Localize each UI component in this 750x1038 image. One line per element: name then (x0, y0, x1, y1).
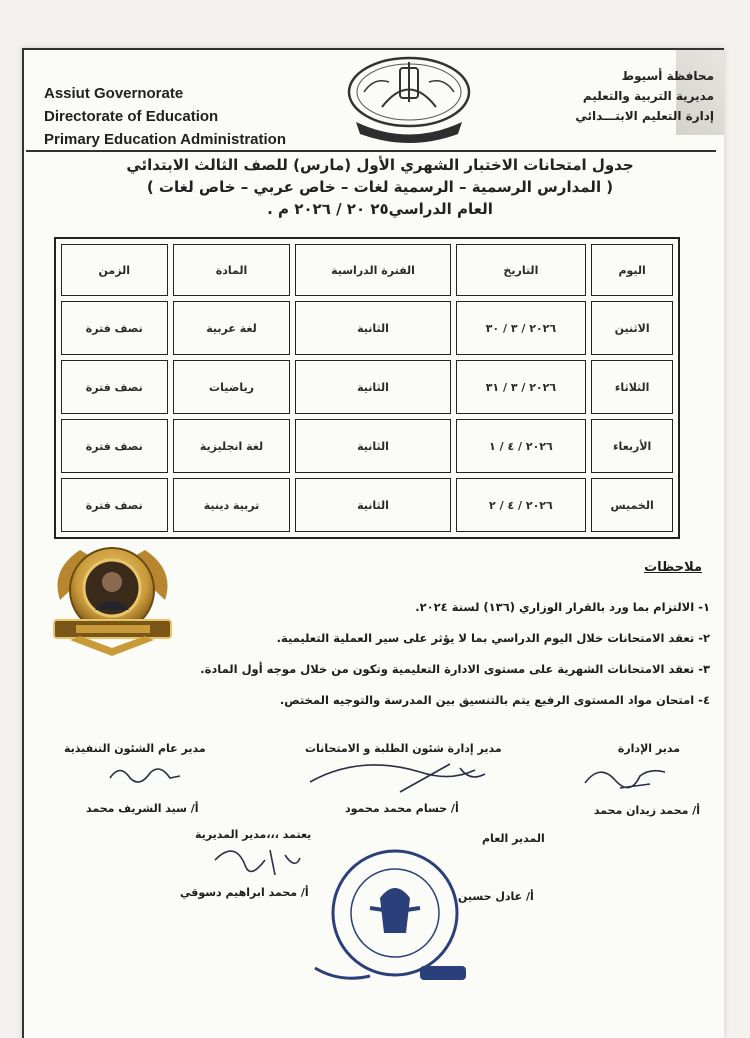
notes-heading: ملاحظات (644, 560, 702, 575)
arabic-header-line: مديرية التربية والتعليم (582, 89, 714, 103)
exam-schedule-table (54, 237, 680, 539)
title-line-2: ( المدارس الرسمية – الرسمية لغات – خاص عربي – خاص لغات ) (146, 178, 614, 196)
cell-day: الاثنين (591, 301, 673, 355)
cell-period: الثانية (295, 301, 450, 355)
exec-affairs-signature-icon (105, 758, 185, 792)
header-subject: المادة (173, 244, 291, 296)
arabic-header-line: محافظة أسيوط (621, 69, 714, 83)
table-header-row (61, 244, 673, 296)
title-line-1: جدول امتحانات الاختبار الشهري الأول (مارس) للصف الثالث الابتدائي (126, 156, 634, 174)
cell-duration: نصف فترة (61, 419, 168, 473)
signature-name-student-affairs: أ/ حسام محمد محمود (345, 802, 459, 815)
cell-date: ٢٠٢٦ / ٤ / ٢ (456, 478, 587, 532)
header-divider (26, 150, 716, 152)
signature-label-exec-affairs: مدير عام الشئون التنفيذية (64, 742, 206, 755)
directorate-director-signature-icon (205, 840, 305, 886)
english-header-line: Primary Education Administration (44, 131, 286, 148)
signature-label-general-director: المدير العام (482, 832, 545, 845)
cell-subject: رياضيات (173, 360, 291, 414)
education-logo-icon (334, 52, 484, 144)
cell-date: ٢٠٢٦ / ٣ / ٣٠ (456, 301, 587, 355)
student-affairs-signature-icon (300, 752, 500, 800)
note-item: ٣- تعقد الامتحانات الشهرية على مستوى الادارة التعليمية وتكون من خلال موجه أول المادة. (200, 662, 710, 676)
cell-subject: لغة عربية (173, 301, 291, 355)
header-day: اليوم (591, 244, 673, 296)
note-item: ١- الالتزام بما ورد بالقرار الوزاري (١٣٦) لسنة ٢٠٢٤. (415, 600, 710, 614)
header-period: الفترة الدراسية (295, 244, 450, 296)
note-item: ٢- تعقد الامتحانات خلال اليوم الدراسي بما لا يؤثر على سير العملية التعليمية. (276, 631, 710, 645)
header-date: التاريخ (456, 244, 587, 296)
notes-list (190, 592, 710, 716)
cell-period: الثانية (295, 360, 450, 414)
table-row (61, 478, 673, 532)
cell-day: الخميس (591, 478, 673, 532)
english-header-line: Directorate of Education (44, 108, 219, 125)
cell-day: الأربعاء (591, 419, 673, 473)
cell-period: الثانية (295, 419, 450, 473)
cell-day: الثلاثاء (591, 360, 673, 414)
cell-duration: نصف فترة (61, 360, 168, 414)
signature-label-admin-director: مدير الإدارة (617, 742, 680, 755)
arabic-header-line: إدارة التعليم الابتـــدائي (575, 109, 714, 123)
cell-subject: تربية دينية (173, 478, 291, 532)
arabic-header (514, 66, 714, 126)
admin-director-signature-icon (580, 758, 670, 794)
english-header (44, 82, 314, 151)
title-line-3: العام الدراسي٢٥ ٢٠ / ٢٠٢٦ م . (267, 200, 493, 218)
signature-label-student-affairs: مدير إدارة شئون الطلبة و الامتحانات (305, 742, 502, 755)
signature-name-approve: أ/ محمد ابراهيم دسوقي (180, 886, 309, 899)
signature-name-admin-director: أ/ محمد زيدان محمد (593, 804, 700, 817)
header-duration: الزمن (61, 244, 168, 296)
signature-name-exec-affairs: أ/ سيد الشريف محمد (86, 802, 199, 815)
portrait-medallion-icon (40, 540, 185, 660)
table-row (61, 301, 673, 355)
note-item: ٤- امتحان مواد المستوى الرفيع يتم بالتنسيق بين المدرسة والتوجيه المختص. (279, 693, 710, 707)
signature-name-general-director: أ/ عادل حسين (458, 890, 534, 903)
cell-duration: نصف فترة (61, 478, 168, 532)
cell-date: ٢٠٢٦ / ٤ / ١ (456, 419, 587, 473)
table-row (61, 419, 673, 473)
official-stamp-icon (300, 838, 490, 988)
english-header-line: Assiut Governorate (44, 85, 184, 102)
table-row (61, 360, 673, 414)
cell-duration: نصف فترة (61, 301, 168, 355)
signature-label-approve: يعتمد ،،،مدير المديرية (195, 828, 312, 841)
document-title (80, 154, 680, 220)
cell-subject: لغة انجليزية (173, 419, 291, 473)
cell-period: الثانية (295, 478, 450, 532)
schedule-grid (56, 239, 678, 537)
cell-date: ٢٠٢٦ / ٣ / ٣١ (456, 360, 587, 414)
